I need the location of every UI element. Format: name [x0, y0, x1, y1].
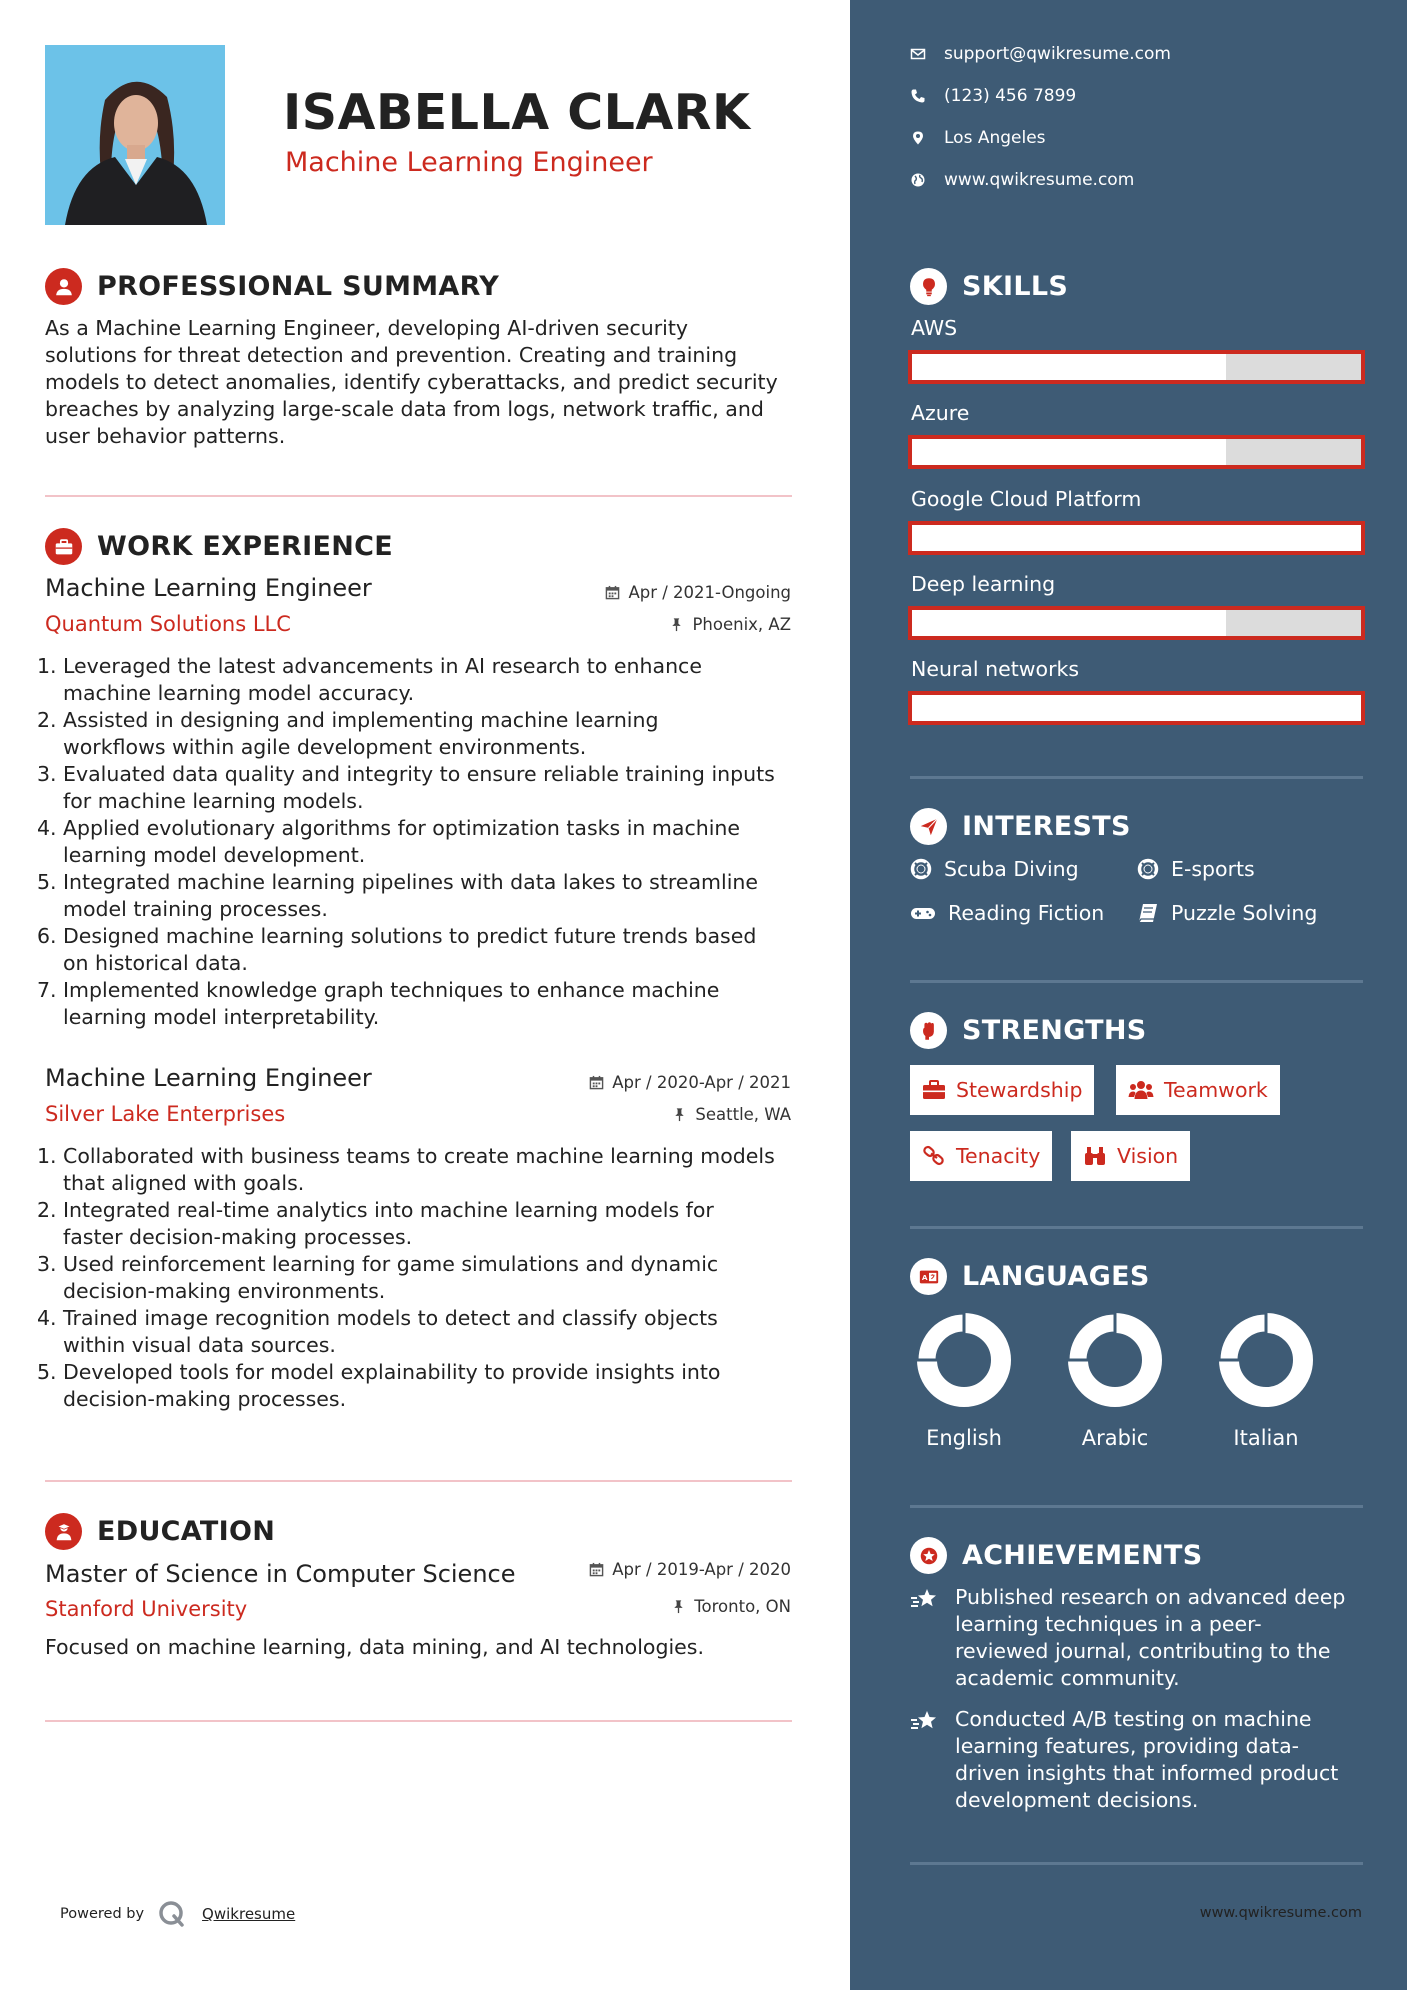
life-ring-icon: [1137, 858, 1159, 880]
work-heading-text: WORK EXPERIENCE: [97, 531, 393, 562]
skill-bar: [908, 521, 1365, 555]
globe-icon: [910, 172, 926, 188]
achievement-text: Published research on advanced deep learning techniques in a peer- reviewed journal, contributing to the academic community.: [955, 1585, 1346, 1690]
strengths-heading-text: STRENGTHS: [962, 1015, 1147, 1046]
language-label: Italian: [1233, 1426, 1299, 1450]
job-date-text: Apr / 2020-Apr / 2021: [612, 1073, 791, 1092]
profile-photo: [45, 45, 225, 225]
section-divider: [45, 495, 792, 497]
list-item: 5. Developed tools for model explainability to provide insights into decision-making processes.: [37, 1360, 721, 1411]
strength-label: Teamwork: [1164, 1078, 1268, 1102]
skill-label: Google Cloud Platform: [911, 487, 1142, 511]
job-responsibilities: [37, 653, 805, 1031]
contact-location: [910, 128, 1046, 148]
interest-item: [910, 857, 1079, 881]
star-badge-icon: [910, 1537, 947, 1574]
skills-heading: [910, 268, 1068, 305]
section-divider: [45, 1720, 792, 1722]
strength-badge: [910, 1065, 1094, 1115]
education-location-text: Toronto, ON: [694, 1597, 791, 1616]
education-heading: [45, 1513, 275, 1550]
education-description: Focused on machine learning, data mining, and AI technologies.: [45, 1635, 704, 1659]
strength-label: Vision: [1117, 1144, 1179, 1168]
footer-website[interactable]: www.qwikresume.com: [1199, 1905, 1362, 1921]
summary-heading-text: PROFESSIONAL SUMMARY: [97, 271, 500, 302]
contact-email[interactable]: [910, 44, 1171, 64]
list-item: 4. Applied evolutionary algorithms for optimization tasks in machine learning model development.: [37, 816, 741, 867]
briefcase-icon: [45, 528, 82, 565]
skill-bar: [908, 350, 1365, 384]
skill-bar: [908, 691, 1365, 725]
contact-email-text: support@qwikresume.com: [944, 44, 1171, 64]
skill-label: AWS: [911, 316, 958, 340]
interests-heading-text: INTERESTS: [962, 811, 1131, 842]
list-item: 6. Designed machine learning solutions to predict future trends based on historical data.: [37, 924, 757, 975]
interest-label: E-sports: [1171, 857, 1255, 881]
link-icon: [922, 1145, 946, 1167]
school-name: Stanford University: [45, 1597, 248, 1621]
powered-by-text: Powered by: [60, 1906, 145, 1922]
section-divider: [910, 980, 1363, 983]
calendar-icon: [589, 1075, 604, 1090]
education-location: [671, 1597, 791, 1616]
achievements-heading-text: ACHIEVEMENTS: [962, 1540, 1203, 1571]
map-marker-icon: [910, 130, 926, 146]
language-item: [1201, 1310, 1331, 1450]
skill-bar-fill: [912, 354, 1226, 380]
strength-badge: [1071, 1131, 1190, 1181]
language-icon: [910, 1258, 947, 1295]
contact-location-text: Los Angeles: [944, 128, 1046, 148]
list-item: 5. Integrated machine learning pipelines with data lakes to streamline model training processes.: [37, 870, 758, 921]
skill-bar-fill: [912, 695, 1361, 721]
languages-heading-text: LANGUAGES: [962, 1261, 1150, 1292]
skill-bar-fill: [912, 610, 1226, 636]
list-item: 4. Trained image recognition models to detect and classify objects within visual data sources.: [37, 1306, 718, 1357]
job-responsibilities: [37, 1143, 805, 1413]
binoculars-icon: [1083, 1145, 1107, 1167]
achievements-heading: [910, 1537, 1203, 1574]
language-item: [1050, 1310, 1180, 1450]
shooting-star-icon: [910, 1708, 940, 1734]
job-date-text: Apr / 2021-Ongoing: [628, 583, 791, 602]
job-date: [605, 583, 791, 602]
calendar-icon: [605, 585, 620, 600]
language-item: [899, 1310, 1029, 1450]
list-item: 7. Implemented knowledge graph techniques to enhance machine learning model interpretability.: [37, 978, 720, 1029]
interest-label: Scuba Diving: [944, 857, 1079, 881]
section-divider: [910, 1505, 1363, 1508]
shooting-star-icon: [910, 1586, 940, 1612]
contact-phone-text: (123) 456 7899: [944, 86, 1077, 106]
job-location: [672, 1105, 791, 1124]
work-heading: [45, 528, 393, 565]
skill-label: Deep learning: [911, 572, 1056, 596]
strength-badge: [1116, 1065, 1280, 1115]
achievement-item: [910, 1584, 1360, 1692]
strength-label: Stewardship: [956, 1078, 1083, 1102]
summary-line: models to detect anomalies, identify cyberattacks, and predict security: [45, 370, 778, 394]
skills-heading-text: SKILLS: [962, 271, 1069, 302]
summary-line: solutions for threat detection and prevention. Creating and training: [45, 343, 738, 367]
degree-title: Master of Science in Computer Science: [45, 1560, 516, 1588]
language-ring: [1216, 1310, 1316, 1410]
users-icon: [1128, 1079, 1154, 1101]
skill-bar-fill: [912, 525, 1361, 551]
section-divider: [910, 1226, 1363, 1229]
list-item: 2. Integrated real-time analytics into machine learning models for faster decision-making processes.: [37, 1198, 714, 1249]
contact-phone[interactable]: [910, 86, 1076, 106]
lightbulb-icon: [910, 268, 947, 305]
education-heading-text: EDUCATION: [97, 1516, 276, 1547]
language-ring: [914, 1310, 1014, 1410]
sidebar: [850, 0, 1407, 1990]
candidate-title: Machine Learning Engineer: [285, 147, 653, 178]
envelope-icon: [910, 46, 926, 62]
pushpin-icon: [671, 1599, 686, 1614]
gamepad-icon: [910, 902, 936, 924]
book-icon: [1137, 902, 1159, 924]
paper-plane-icon: [910, 808, 947, 845]
job-company: Silver Lake Enterprises: [45, 1102, 286, 1126]
pushpin-icon: [669, 617, 684, 632]
svg-text:A: A: [921, 1272, 928, 1282]
list-item: 3. Evaluated data quality and integrity to ensure reliable training inputs for machine learning models.: [37, 762, 775, 813]
phone-icon: [910, 88, 926, 104]
list-item: 1. Leveraged the latest advancements in AI research to enhance machine learning model accuracy.: [37, 654, 702, 705]
summary-line: As a Machine Learning Engineer, developing AI-driven security: [45, 316, 689, 340]
achievement-item: [910, 1706, 1360, 1814]
interest-label: Reading Fiction: [948, 901, 1105, 925]
interest-label: Puzzle Solving: [1171, 901, 1318, 925]
list-item: 2. Assisted in designing and implementing machine learning workflows within agile development environments.: [37, 708, 659, 759]
summary-line: breaches by analyzing large-scale data from logs, network traffic, and: [45, 397, 764, 421]
qwikresume-link[interactable]: Qwikresume: [202, 1905, 296, 1923]
education-date: [589, 1560, 791, 1579]
job-title: Machine Learning Engineer: [45, 1064, 372, 1092]
contact-website-text: www.qwikresume.com: [944, 170, 1135, 190]
user-icon: [45, 268, 82, 305]
interest-item: [910, 901, 1104, 925]
job-location-text: Phoenix, AZ: [692, 615, 791, 634]
briefcase-icon: [922, 1079, 946, 1101]
job-date: [589, 1073, 791, 1092]
strength-label: Tenacity: [956, 1144, 1041, 1168]
job-location: [669, 615, 791, 634]
languages-heading: [910, 1258, 1150, 1295]
fist-icon: [910, 1012, 947, 1049]
language-ring: [1065, 1310, 1165, 1410]
life-ring-icon: [910, 858, 932, 880]
skill-label: Azure: [911, 401, 970, 425]
qwikresume-logo-icon: [158, 1900, 186, 1928]
skill-bar-fill: [912, 439, 1226, 465]
job-company: Quantum Solutions LLC: [45, 612, 291, 636]
skill-bar: [908, 435, 1365, 469]
summary-text: [45, 315, 795, 450]
graduation-cap-icon: [45, 1513, 82, 1550]
summary-heading: [45, 268, 499, 305]
language-label: English: [926, 1426, 1002, 1450]
skill-label: Neural networks: [911, 657, 1080, 681]
education-date-text: Apr / 2019-Apr / 2020: [612, 1560, 791, 1579]
contact-website[interactable]: [910, 170, 1134, 190]
section-divider: [45, 1480, 792, 1482]
candidate-name: ISABELLA CLARK: [283, 84, 751, 141]
job-location-text: Seattle, WA: [695, 1105, 791, 1124]
list-item: 1. Collaborated with business teams to create machine learning models that aligned with goals.: [37, 1144, 775, 1195]
list-item: 3. Used reinforcement learning for game simulations and dynamic decision-making environments.: [37, 1252, 719, 1303]
powered-by: [60, 1900, 295, 1928]
interests-heading: [910, 808, 1131, 845]
job-title: Machine Learning Engineer: [45, 574, 372, 602]
interest-item: [1137, 857, 1255, 881]
section-divider: [910, 1862, 1363, 1865]
pushpin-icon: [672, 1107, 687, 1122]
achievement-text: Conducted A/B testing on machine learning features, providing data- driven insights that informed product development decisions.: [955, 1707, 1339, 1812]
language-label: Arabic: [1081, 1426, 1149, 1450]
interest-item: [1137, 901, 1317, 925]
section-divider: [910, 776, 1363, 779]
strength-badge: [910, 1131, 1052, 1181]
skill-bar: [908, 606, 1365, 640]
summary-line: user behavior patterns.: [45, 424, 286, 448]
profile-photo-illustration: [45, 45, 225, 225]
calendar-icon: [589, 1562, 604, 1577]
strengths-heading: [910, 1012, 1147, 1049]
